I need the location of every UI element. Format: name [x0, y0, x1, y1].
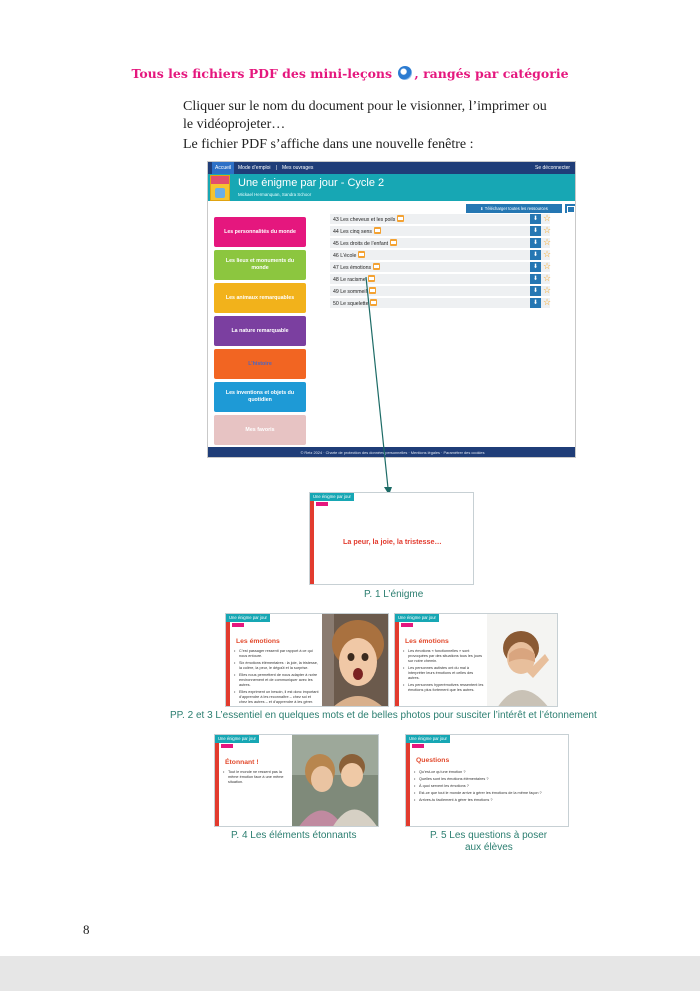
instruction-line-3: Le fichier PDF s’affiche dans une nouvelle fenêtre :: [183, 137, 474, 152]
slide-series-tag: Une énigme par jour: [310, 493, 354, 501]
page-footer-band: [0, 956, 700, 991]
download-icon[interactable]: ⬇: [530, 214, 541, 224]
slide-enigme-text: La peur, la joie, la tristesse…: [343, 537, 442, 546]
document-name[interactable]: 44 Les cinq sens: [333, 229, 372, 235]
slide-heading: Questions: [416, 757, 450, 764]
document-name[interactable]: 46 L’école: [333, 253, 357, 259]
slide-bullets: [403, 649, 485, 695]
download-icon[interactable]: ⬇: [530, 226, 541, 236]
document-name[interactable]: 48 Le racisme: [333, 277, 366, 283]
slide-series-tag: Une énigme par jour: [395, 614, 439, 622]
slide-series-tag: Une énigme par jour: [406, 735, 450, 743]
download-all-button[interactable]: ⬇ Télécharger toutes les ressources: [466, 204, 562, 213]
bullet: • Les personnes autistes ont du mal à interpréter leurs émotions et celles des autres.: [403, 666, 485, 681]
star-icon[interactable]: ☆: [543, 273, 552, 283]
category-label: Les personnalités du monde: [224, 228, 296, 235]
star-icon[interactable]: ☆: [543, 225, 552, 235]
star-icon[interactable]: ☆: [543, 249, 552, 259]
category-label: L’histoire: [248, 360, 272, 367]
caption-p1: P. 1 L’énigme: [364, 589, 424, 600]
slide-series-tag: Une énigme par jour: [215, 735, 259, 743]
heading-text-end: , rangés par catégorie: [414, 66, 569, 81]
surprised-girl-photo: [322, 614, 389, 707]
site-title: Une énigme par jour - Cycle 2: [238, 177, 385, 189]
document-name[interactable]: 43 Les cheveux et les poils: [333, 217, 396, 223]
slide-side-bar: [310, 501, 314, 584]
bullet: • Quelles sont les émotions élémentaires ?: [414, 777, 564, 782]
slide-label-chip: [401, 623, 413, 627]
document-name[interactable]: 45 Les droits de l’enfant: [333, 241, 389, 247]
bullet: • Qu’est-ce qu’une émotion ?: [414, 770, 564, 775]
site-authors: Mickael Hermanquan, Sandra Schoor: [238, 192, 312, 197]
category-label: Mes favoris: [245, 426, 275, 433]
nav-separator: |: [276, 165, 278, 171]
slide-enigme: [309, 492, 474, 585]
caption-p5-line2: aux élèves: [465, 842, 513, 853]
category-label: Les animaux remarquables: [225, 294, 295, 301]
bullet: • Elles nous permettent de nous adapter à notre environnement et de communiquer avec les autres.: [234, 673, 320, 688]
slide-etonnant: [214, 734, 379, 827]
nav-books[interactable]: Mes ouvrages: [282, 165, 314, 171]
star-icon[interactable]: ☆: [543, 237, 552, 247]
site-footer: © Retz 2024 · Charte de protection des données personnelles · Mentions légales · Paramétrer des cookies: [208, 447, 576, 458]
slide-essentiel-1: [225, 613, 389, 707]
slide-side-bar: [406, 743, 410, 826]
slide-series-tag: Une énigme par jour: [226, 614, 270, 622]
bullet: • Elles expriment un besoin, il est donc important d’apprendre à les reconnaître – chez soi et chez les autres – et d’apprendre à les gérer.: [234, 690, 320, 705]
category-label: Les lieux et monuments du monde: [225, 258, 295, 271]
document-name[interactable]: 50 Le squelette: [333, 301, 369, 307]
instruction-line-2: le vidéoprojeter…: [183, 117, 286, 132]
nav-home[interactable]: Accueil: [212, 162, 234, 174]
slide-heading: Étonnant !: [225, 759, 259, 766]
star-icon[interactable]: ☆: [543, 213, 552, 223]
download-icon[interactable]: ⬇: [530, 250, 541, 260]
instruction-line-1: Cliquer sur le nom du document pour le visionner, l’imprimer ou: [183, 99, 547, 114]
bullet: • Tout le monde ne ressent pas la même émotion face à une même situation.: [223, 770, 289, 785]
bullet: • Six émotions élémentaires : la joie, la tristesse, la colère, la peur, le dégoût et la surprise.: [234, 661, 320, 671]
slide-label-chip: [412, 744, 424, 748]
slide-side-bar: [226, 622, 230, 706]
category-label: Les inventions et objets du quotidien: [225, 390, 295, 403]
slide-label-chip: [221, 744, 233, 748]
bullet: • Arrives-tu facilement à gérer tes émotions ?: [414, 798, 564, 803]
bullet: • À quoi servent les émotions ?: [414, 784, 564, 789]
slide-heading: Les émotions: [236, 638, 280, 645]
slide-side-bar: [215, 743, 219, 826]
document-name[interactable]: 47 Les émotions: [333, 265, 372, 271]
nav-logout[interactable]: Se déconnecter: [535, 165, 571, 171]
caption-pp2-3: PP. 2 et 3 L’essentiel en quelques mots et de belles photos pour susciter l’intérêt et l’étonnement: [170, 710, 597, 721]
sad-boy-photo: [487, 614, 558, 707]
heading-text: Tous les fichiers PDF des mini-leçons: [131, 66, 393, 81]
download-icon[interactable]: ⬇: [530, 238, 541, 248]
bullet: • Les personnes hyperémotives ressentent les émotions plus fortement que les autres.: [403, 683, 485, 693]
star-icon[interactable]: ☆: [543, 261, 552, 271]
download-icon[interactable]: ⬇: [530, 274, 541, 284]
caption-p4: P. 4 Les éléments étonnants: [231, 830, 357, 841]
bullet: • C’est passager ressenti par rapport à ce qui nous entoure.: [234, 649, 320, 659]
category-label: La nature remarquable: [231, 327, 289, 334]
star-icon[interactable]: ☆: [543, 297, 552, 307]
bullet: • Les émotions « fonctionnelles » sont provoquées par des situations tous les jours sur notre chemin.: [403, 649, 485, 664]
slide-bullets: [234, 649, 320, 707]
slide-label-chip: [316, 502, 328, 506]
download-icon[interactable]: ⬇: [530, 286, 541, 296]
slide-questions: [405, 734, 569, 827]
slide-label-chip: [232, 623, 244, 627]
page-number: 8: [83, 922, 90, 937]
bullet: • Est-ce que tout le monde arrive à gérer les émotions de la même façon ?: [414, 791, 564, 796]
caption-p5-line1: P. 5 Les questions à poser: [430, 830, 548, 841]
slide-side-bar: [395, 622, 399, 706]
document-name[interactable]: 49 Le sommeil: [333, 289, 367, 295]
slide-heading: Les émotions: [405, 638, 449, 645]
download-icon[interactable]: ⬇: [530, 262, 541, 272]
slide-essentiel-2: [394, 613, 558, 707]
slide-bullets: [223, 770, 289, 787]
star-icon[interactable]: ☆: [543, 285, 552, 295]
download-icon[interactable]: ⬇: [530, 298, 541, 308]
slide-bullets: [414, 770, 564, 805]
two-children-photo: [292, 735, 379, 827]
nav-manual[interactable]: Mode d’emploi: [238, 165, 271, 171]
download-all-label: Télécharger toutes les ressources: [484, 206, 548, 211]
